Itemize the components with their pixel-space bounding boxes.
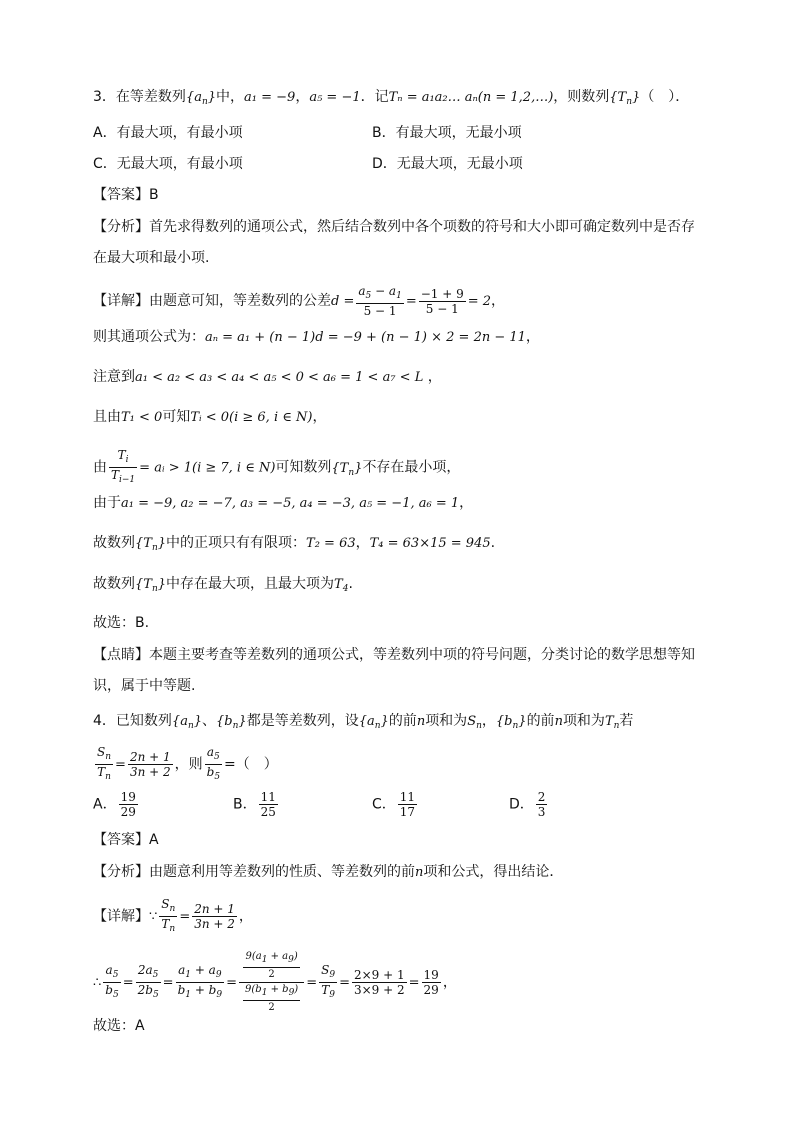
q3-comment-line-1: 【点睛】本题主要考查等差数列的通项公式，等差数列中项的符号问题，分类讨论的数学思想等知	[93, 647, 695, 663]
q4-option-a: A． $\frac{19}{29}$	[93, 790, 136, 819]
q3-choose: 故选：B.	[93, 615, 150, 631]
q3-option-a: A．有最大项，有最小项	[93, 125, 243, 141]
q4-stem-line-1: 4．已知数列$\{a_n\}$、$\{b_n\}$都是等差数列，设$\{a_n\}$的前n项和为$S_n$，$\{b_n\}$的前n项和为$T_n$若	[93, 713, 634, 731]
q3-comment-line-2: 识，属于中等题.	[93, 678, 196, 694]
q3-stem: 3．在等差数列$\{a_n\}$中，a₁ = −9，a₅ = −1．记Tₙ = a₁a₂… aₙ(n = 1,2,…)，则数列$\{T_n\}$（ ）．	[93, 89, 690, 107]
q3-analysis-line-2: 在最大项和最小项.	[93, 250, 210, 266]
q3-detail-line-2: 则其通项公式为：aₙ = a₁ + (n − 1)d = −9 + (n − 1) × 2 = 2n − 11，	[93, 329, 540, 345]
q3-detail-line-4: 且由T₁ < 0可知Tᵢ < 0(i ≥ 6, i ∈ N)，	[93, 409, 327, 425]
q3-detail-line-3: 注意到a₁ < a₂ < a₃ < a₄ < a₅ < 0 < a₆ = 1 < a₇ < L ，	[93, 369, 442, 385]
q3-answer: 【答案】B	[93, 187, 159, 203]
q4-detail-line-1: 【详解】∵ $\frac{S_n}{T_n}$ = $\frac{2n + 1}{3n + 2}$ ，	[93, 897, 253, 934]
q3-option-c: C．无最大项，有最小项	[93, 156, 243, 172]
q4-detail-line-2: ∴ $\frac{a_5}{b_5}$ = $\frac{2a_5}{2b_5}$ = $\frac{a_1 + a_9}{b_1 + b_9}$ = $\frac{\frac{9(a_1 + a_9)}{2}}{\frac{9(b_1 + b_9)}{2}}$ = $\frac{S_9}{T_9}$ = $\frac{2\times 9 + 1}{3\times 9 + 2}$ = $\frac{19}{29}$ ，	[93, 951, 457, 1013]
q4-choose: 故选：A	[93, 1018, 145, 1034]
q4-option-b: B． $\frac{11}{25}$	[233, 790, 276, 819]
q3-detail-line-5: 由 $\frac{T_i}{T_{i-1}}$ = aᵢ > 1(i ≥ 7, i ∈ N)可知数列$\{T_n\}$不存在最小项，	[93, 448, 461, 485]
q4-stem-line-2: $\frac{S_n}{T_n}$ = $\frac{2n + 1}{3n + 2}$ ，则 $\frac{a_5}{b_5}$ =（ ）	[97, 745, 278, 782]
q4-option-c: C． $\frac{11}{17}$	[372, 790, 416, 819]
q3-analysis-line-1: 【分析】首先求得数列的通项公式，然后结合数列中各个项数的符号和大小即可确定数列中是否存	[93, 219, 695, 235]
q4-answer: 【答案】A	[93, 832, 159, 848]
q3-detail-line-6: 由于a₁ = −9, a₂ = −7, a₃ = −5, a₄ = −3, a₅ = −1, a₆ = 1，	[93, 495, 474, 511]
q3-detail-line-8: 故数列$\{T_n\}$中存在最大项，且最大项为$T_4$.	[93, 576, 353, 594]
q3-detail-line-1: 【详解】由题意可知，等差数列的公差d = $\frac{a_5 - a_1}{5 - 1}$ = $\frac{-1 + 9}{5 - 1}$ = 2，	[93, 284, 506, 318]
q3-option-d: D．无最大项，无最小项	[372, 156, 523, 172]
q4-option-d: D． $\frac{2}{3}$	[509, 790, 546, 819]
q3-option-b: B．有最大项，无最小项	[372, 125, 522, 141]
q3-detail-line-7: 故数列$\{T_n\}$中的正项只有有限项：T₂ = 63，T₄ = 63×15 = 945.	[93, 535, 496, 553]
q4-analysis: 【分析】由题意利用等差数列的性质、等差数列的前n项和公式，得出结论．	[93, 864, 564, 880]
